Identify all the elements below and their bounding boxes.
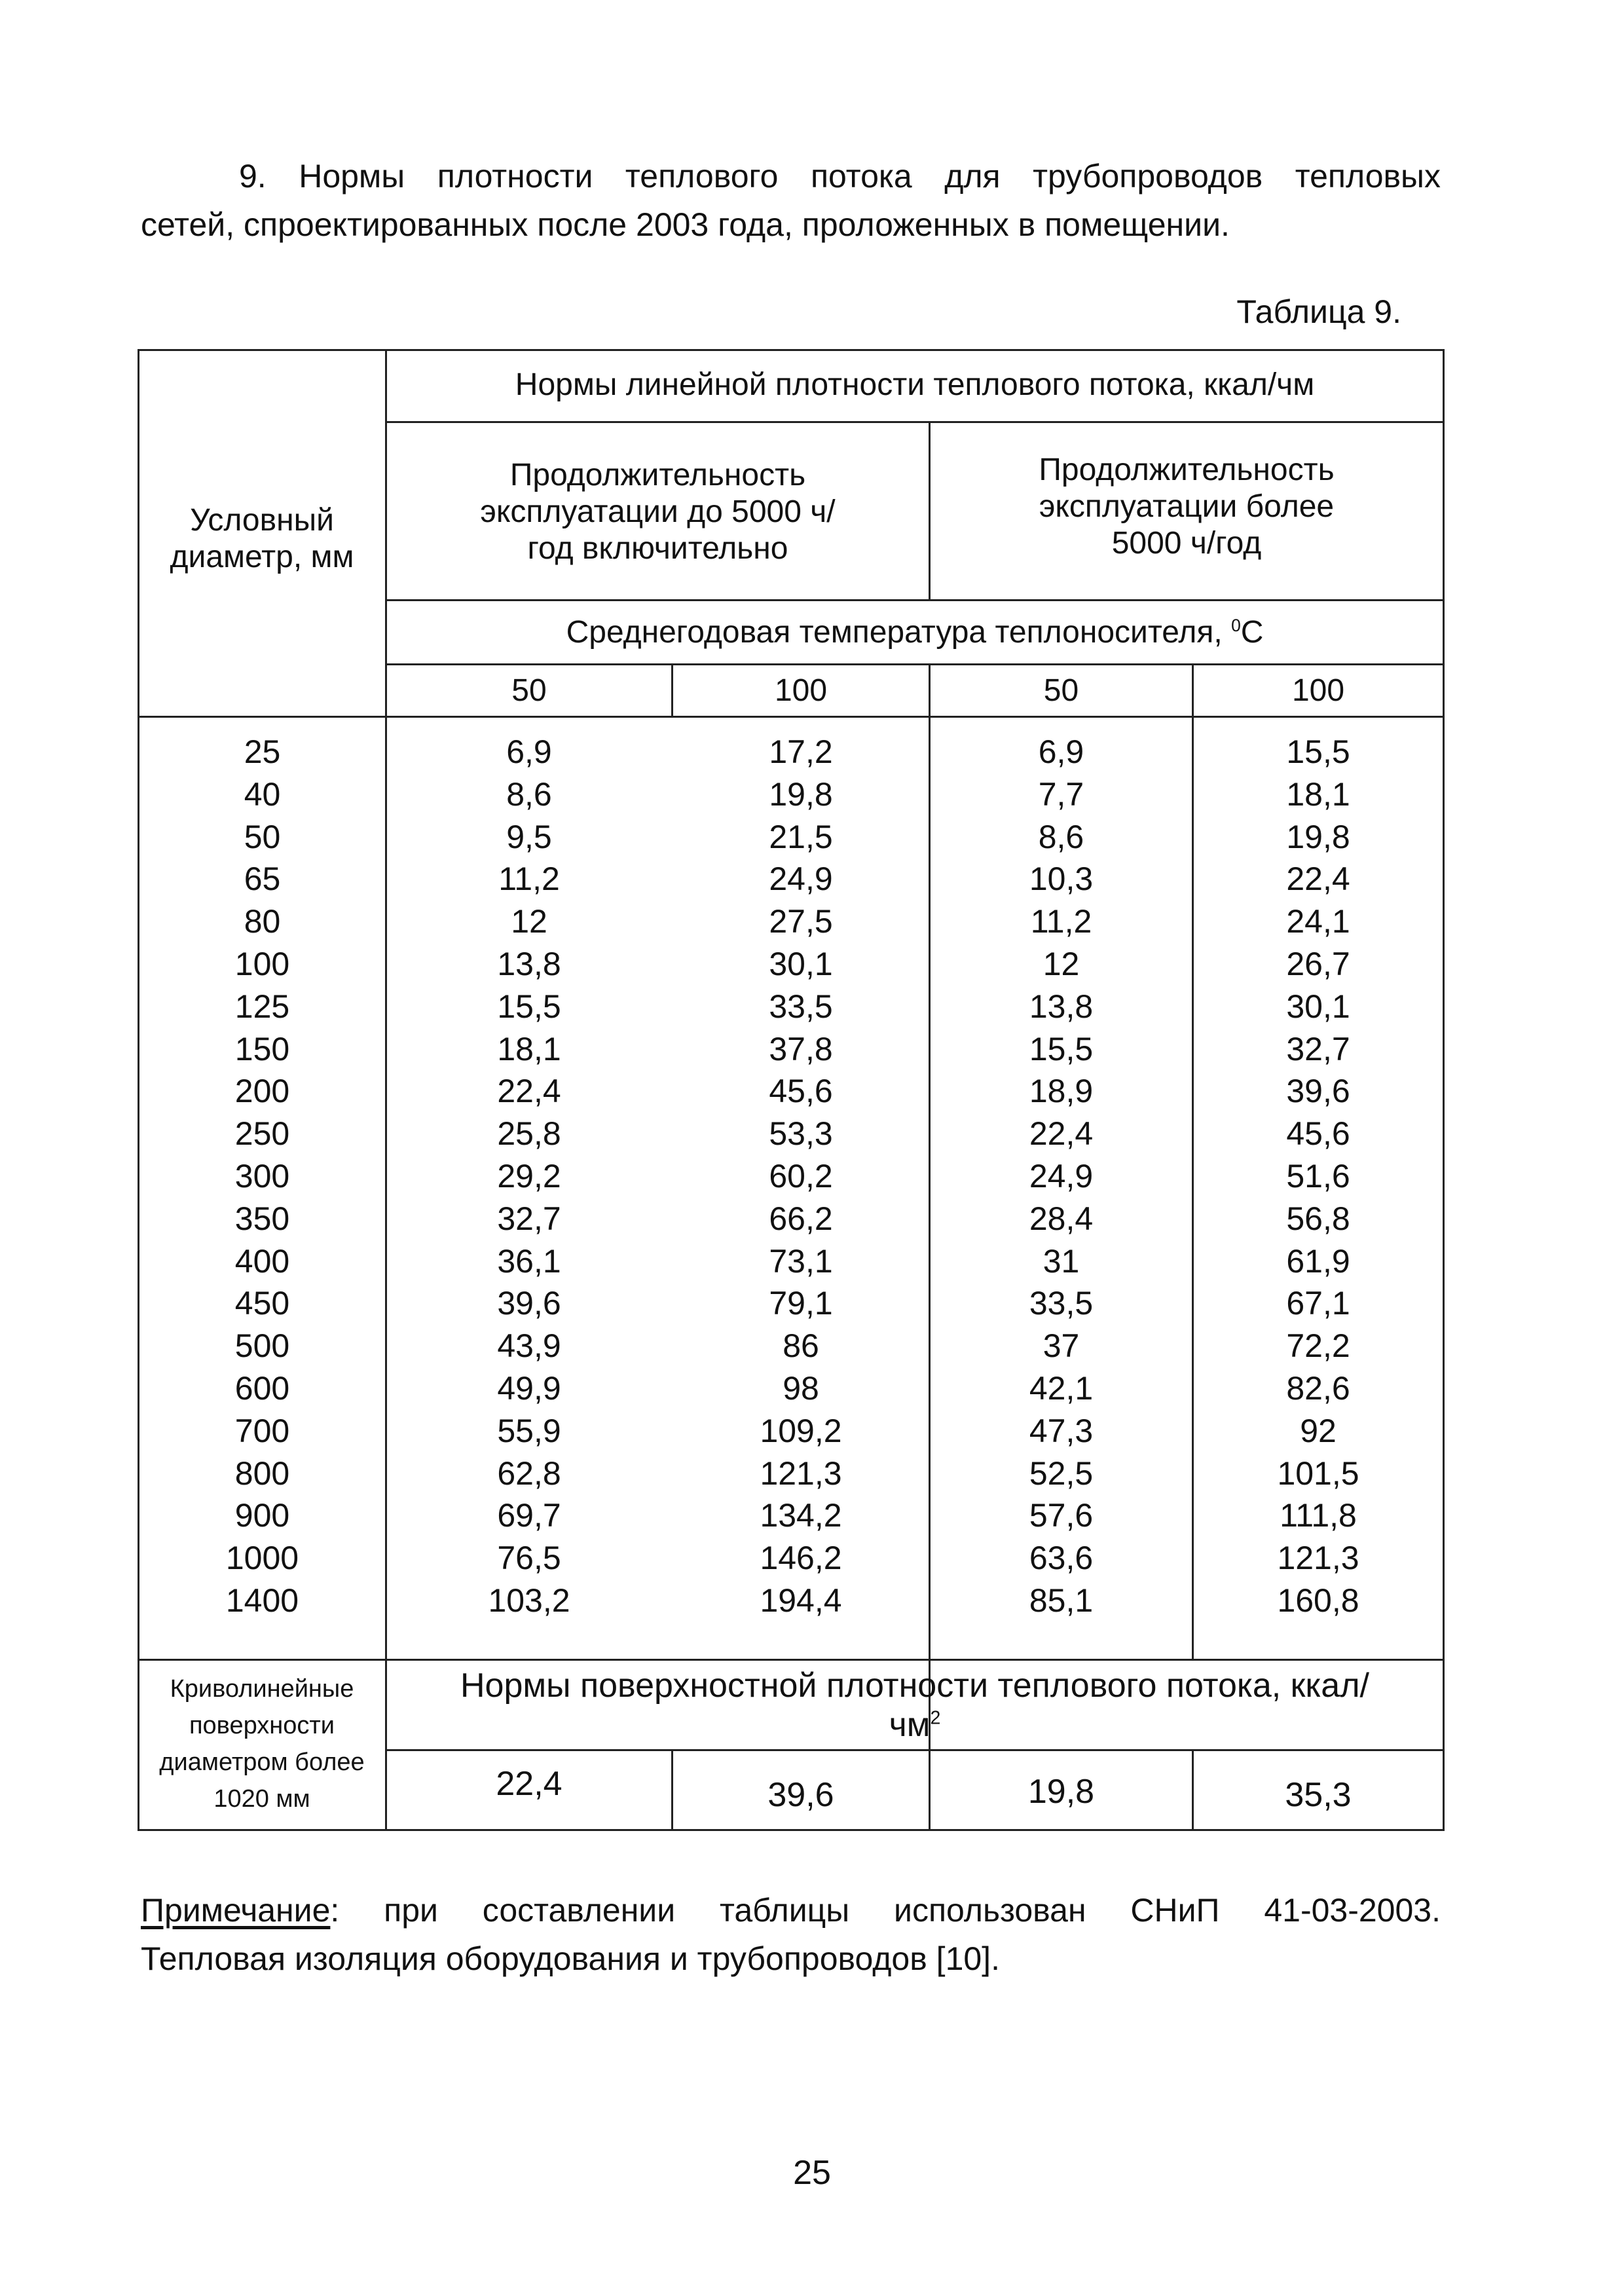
surface-value-t100-up-to-5000: 39,6 (767, 1775, 834, 1814)
surface-value-t50-up-to-5000: 22,4 (496, 1765, 563, 1803)
t50-over-5000-column-cell: 22,4 (1029, 1115, 1094, 1153)
diameter-column-cell: 1000 (225, 1540, 299, 1577)
t50-up-to-5000-column-cell: 69,7 (497, 1497, 561, 1534)
t100-up-to-5000-column-cell: 19,8 (769, 775, 833, 813)
t50-up-to-5000-column-cell: 25,8 (497, 1115, 561, 1153)
t50-up-to-5000-column-cell: 36,1 (497, 1242, 561, 1280)
temperature-degree-mark: 0 (1231, 615, 1241, 635)
t50-over-5000-column-cell: 24,9 (1029, 1157, 1094, 1194)
t100-over-5000-column-cell: 26,7 (1286, 945, 1350, 982)
t100-over-5000-column-cell: 22,4 (1286, 860, 1350, 898)
t50-over-5000-column-cell: 31 (1043, 1242, 1080, 1280)
t50-over-5000-column-cell: 52,5 (1029, 1454, 1094, 1492)
t50-over-5000-column-cell: 10,3 (1029, 860, 1094, 898)
table-bottom-border (138, 1829, 1445, 1831)
note-text-line-2: Тепловая изоляция оборудования и трубопроводов [10]. (141, 1940, 1000, 1977)
temperature-100-over-5000: 100 (1291, 673, 1345, 708)
t50-over-5000-column-cell: 7,7 (1038, 775, 1084, 813)
surface-norms-header-text: Нормы поверхностной плотности теплового потока, ккал/чм (460, 1666, 1369, 1744)
surface-norms-exponent: 2 (930, 1707, 941, 1729)
t100-over-5000-column-cell: 45,6 (1286, 1115, 1350, 1153)
diameter-column-cell: 700 (234, 1412, 290, 1449)
t50-up-to-5000-column-cell: 15,5 (497, 988, 561, 1025)
diameter-column-cell: 400 (234, 1242, 290, 1280)
t50-over-5000-column-cell: 63,6 (1029, 1540, 1094, 1577)
rule-under-header-block (138, 716, 1445, 718)
t100-up-to-5000-column-cell: 37,8 (769, 1030, 833, 1067)
t50-over-5000-column-cell: 28,4 (1029, 1200, 1094, 1237)
t100-over-5000-column-cell: 160,8 (1277, 1582, 1359, 1619)
diameter-column (139, 731, 385, 1622)
t100-over-5000-column-cell: 56,8 (1286, 1200, 1350, 1237)
t50-over-5000-column-cell: 11,2 (1030, 903, 1092, 940)
t100-up-to-5000-column-cell: 24,9 (769, 860, 833, 898)
surface-value-t100-over-5000: 35,3 (1285, 1775, 1352, 1814)
t100-over-5000-column-cell: 18,1 (1286, 775, 1350, 813)
t50-up-to-5000-column-cell: 8,6 (506, 775, 552, 813)
t50-up-to-5000-column (387, 731, 671, 1622)
t50-up-to-5000-column-cell: 11,2 (498, 860, 560, 898)
t50-up-to-5000-column-cell: 39,6 (497, 1285, 561, 1322)
surface-value-t50-over-5000: 19,8 (1027, 1772, 1095, 1811)
t100-over-5000-column-cell: 30,1 (1286, 988, 1350, 1025)
t50-over-5000-column-cell: 85,1 (1029, 1582, 1094, 1619)
note-label: Примечание (141, 1892, 331, 1929)
t50-up-to-5000-column-cell: 49,9 (497, 1369, 561, 1407)
t50-up-to-5000-column-cell: 13,8 (497, 945, 561, 982)
page-number: 25 (793, 2154, 831, 2192)
t50-up-to-5000-column-cell: 12 (511, 903, 547, 940)
t100-up-to-5000-column-cell: 27,5 (769, 903, 833, 940)
t50-up-to-5000-column-cell: 9,5 (506, 818, 552, 855)
t50-over-5000-column-cell: 15,5 (1029, 1030, 1094, 1067)
diameter-column-cell: 200 (234, 1073, 290, 1110)
t50-over-5000-column-cell: 8,6 (1038, 818, 1084, 855)
duration-up-to-5000-header: Продолжительность эксплуатации до 5000 ч/год включительно (480, 458, 836, 566)
t100-up-to-5000-column (673, 731, 929, 1622)
note-text-line-1: : при составлении таблицы использован СНиП 41-03-2003. (330, 1892, 1441, 1929)
diameter-column-cell: 1400 (225, 1582, 299, 1619)
t100-over-5000-column-cell: 32,7 (1286, 1030, 1350, 1067)
t50-over-5000-column-cell: 6,9 (1038, 733, 1084, 770)
diameter-column-cell: 900 (234, 1497, 290, 1534)
diameter-column-cell: 450 (234, 1285, 290, 1322)
temperature-header-text: Среднегодовая температура теплоносителя, (566, 614, 1232, 650)
t100-over-5000-column-cell: 51,6 (1286, 1157, 1350, 1194)
t100-up-to-5000-column-cell: 73,1 (769, 1242, 833, 1280)
t100-up-to-5000-column-cell: 17,2 (769, 733, 833, 770)
diameter-column-cell: 100 (234, 945, 290, 982)
diameter-column-cell: 250 (234, 1115, 290, 1153)
t100-up-to-5000-column-cell: 194,4 (760, 1582, 842, 1619)
t50-over-5000-column-cell: 12 (1043, 945, 1080, 982)
t50-up-to-5000-column-cell: 22,4 (497, 1073, 561, 1110)
t50-over-5000-column-cell: 42,1 (1029, 1369, 1094, 1407)
t100-up-to-5000-column-cell: 109,2 (760, 1412, 842, 1449)
t100-up-to-5000-column-cell: 21,5 (769, 818, 833, 855)
t100-up-to-5000-column-cell: 79,1 (769, 1285, 833, 1322)
duration-over-5000-header: Продолжительность эксплуатации более 5000 ч/год (1039, 453, 1335, 561)
diameter-column-cell: 25 (244, 733, 281, 770)
t50-up-to-5000-column-cell: 43,9 (497, 1327, 561, 1365)
t50-up-to-5000-column-cell: 76,5 (497, 1540, 561, 1577)
temperature-unit: С (1240, 614, 1264, 650)
diameter-column-cell: 125 (234, 988, 290, 1025)
diameter-column-header: Условный диаметр, мм (170, 503, 354, 574)
t100-over-5000-column-cell: 111,8 (1280, 1497, 1357, 1534)
t100-over-5000-column-cell: 72,2 (1286, 1327, 1350, 1365)
t50-over-5000-column-cell: 37 (1043, 1327, 1080, 1365)
diameter-column-cell: 300 (234, 1157, 290, 1194)
t50-over-5000-column-cell: 33,5 (1029, 1285, 1094, 1322)
section-heading (141, 152, 1441, 249)
t50-over-5000-column-cell: 47,3 (1029, 1412, 1094, 1449)
t100-up-to-5000-column-cell: 121,3 (760, 1454, 842, 1492)
t100-over-5000-column-cell: 15,5 (1286, 733, 1350, 770)
t100-over-5000-column (1194, 731, 1443, 1622)
t100-over-5000-column-cell: 67,1 (1286, 1285, 1350, 1322)
t50-over-5000-column-cell: 57,6 (1029, 1497, 1094, 1534)
table-note (141, 1886, 1441, 1983)
t100-over-5000-column-cell: 61,9 (1286, 1242, 1350, 1280)
temperature-header (387, 601, 1443, 663)
temperature-50-up-to-5000: 50 (511, 673, 547, 708)
t100-over-5000-column-cell: 39,6 (1286, 1073, 1350, 1110)
diameter-column-cell: 150 (234, 1030, 290, 1067)
t100-over-5000-column-cell: 19,8 (1286, 818, 1350, 855)
t50-up-to-5000-column-cell: 32,7 (497, 1200, 561, 1237)
diameter-column-cell: 800 (234, 1454, 290, 1492)
t100-up-to-5000-column-cell: 86 (783, 1327, 819, 1365)
t100-over-5000-column-cell: 101,5 (1277, 1454, 1359, 1492)
heading-line-1: 9. Нормы плотности теплового потока для трубопроводов тепловых (239, 158, 1441, 194)
diameter-column-cell: 50 (244, 818, 281, 855)
t100-over-5000-column-cell: 121,3 (1277, 1540, 1359, 1577)
temperature-50-over-5000: 50 (1043, 673, 1079, 708)
t100-up-to-5000-column-cell: 60,2 (769, 1157, 833, 1194)
t50-up-to-5000-column-cell: 62,8 (497, 1454, 561, 1492)
t50-up-to-5000-column-cell: 103,2 (488, 1582, 570, 1619)
t50-over-5000-column-cell: 13,8 (1029, 988, 1094, 1025)
t100-up-to-5000-column-cell: 134,2 (760, 1497, 842, 1534)
curved-surfaces-label: Криволинейные поверхности диаметром более 1020 мм (159, 1675, 365, 1813)
heading-line-2: сетей, спроектированных после 2003 года, проложенных в помещении. (141, 206, 1230, 243)
t100-up-to-5000-column-cell: 30,1 (769, 945, 833, 982)
t50-over-5000-column-cell: 18,9 (1029, 1073, 1094, 1110)
diameter-column-cell: 40 (244, 775, 281, 813)
t50-up-to-5000-column-cell: 18,1 (497, 1030, 561, 1067)
t100-over-5000-column-cell: 92 (1300, 1412, 1337, 1449)
diameter-column-cell: 500 (234, 1327, 290, 1365)
t50-up-to-5000-column-cell: 55,9 (497, 1412, 561, 1449)
table-right-border (1443, 349, 1445, 1831)
t100-up-to-5000-column-cell: 146,2 (760, 1540, 842, 1577)
t50-up-to-5000-column-cell: 29,2 (497, 1157, 561, 1194)
table-caption: Таблица 9. (1236, 293, 1401, 330)
t100-up-to-5000-column-cell: 53,3 (769, 1115, 833, 1153)
diameter-column-cell: 350 (234, 1200, 290, 1237)
t50-up-to-5000-column-cell: 6,9 (506, 733, 552, 770)
t100-up-to-5000-column-cell: 98 (783, 1369, 819, 1407)
temperature-100-up-to-5000: 100 (774, 673, 828, 708)
diameter-column-cell: 65 (244, 860, 281, 898)
diameter-column-cell: 600 (234, 1369, 290, 1407)
t100-up-to-5000-column-cell: 45,6 (769, 1073, 833, 1110)
t100-up-to-5000-column-cell: 33,5 (769, 988, 833, 1025)
linear-norms-header: Нормы линейной плотности теплового потока, ккал/чм (515, 367, 1315, 402)
t100-up-to-5000-column-cell: 66,2 (769, 1200, 833, 1237)
heat-flux-norms-table (138, 349, 1445, 1832)
surface-norms-header (387, 1661, 1443, 1749)
diameter-column-cell: 80 (244, 903, 281, 940)
t100-over-5000-column-cell: 82,6 (1286, 1369, 1350, 1407)
t50-over-5000-column (931, 731, 1192, 1622)
t100-over-5000-column-cell: 24,1 (1286, 903, 1350, 940)
